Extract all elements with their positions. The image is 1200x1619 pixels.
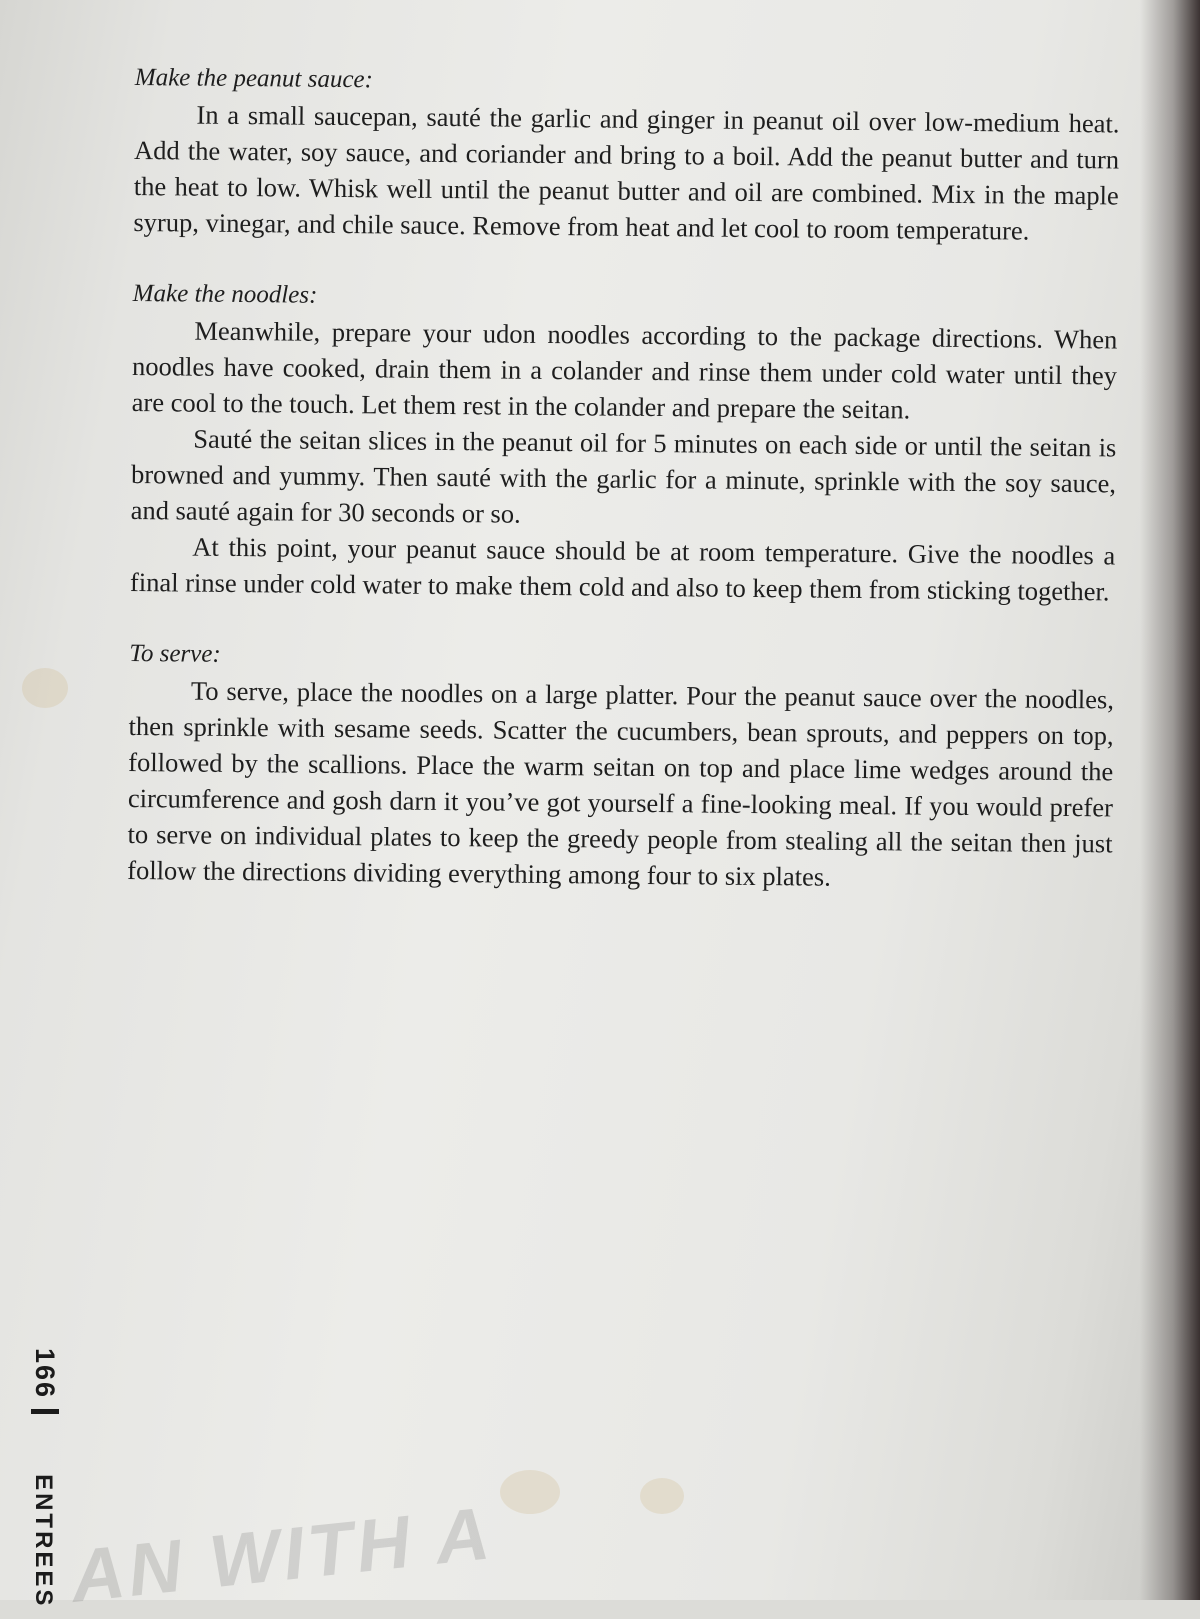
stain [500, 1470, 560, 1514]
folio-separator [31, 1409, 59, 1414]
recipe-text [127, 60, 1120, 933]
stain [22, 668, 68, 708]
section-heading: Make the peanut sauce: [134, 63, 374, 94]
paragraph: Sauté the seitan slices in the peanut oil for 5 minutes on each side or until the seitan is browned and yummy. Then sauté with the garlic for a minute, sprinkle with the soy sauce, and sauté again for 30 seconds or so. [130, 423, 1117, 529]
paragraph: At this point, your peanut sauce should be at room temperature. Give the noodles a final rinse under cold water to make them cold and also to keep them from sticking together. [129, 531, 1116, 607]
section-heading: Make the noodles: [132, 279, 318, 309]
cover-bleed-text: AN WITH A [66, 1491, 497, 1618]
section-peanut-sauce [133, 60, 1120, 249]
stain [640, 1478, 684, 1514]
running-section-label: ENTREES [30, 1474, 57, 1609]
section-noodles [130, 276, 1118, 609]
page-number: 166 [30, 1348, 60, 1400]
paragraph: Meanwhile, prepare your udon noodles according to the package directions. When noodles have cooked, drain them in a colander and rinse them under cold water until they are cool to the touch. Let them rest in the colander and prepare the seitan. [131, 315, 1118, 425]
paragraph: In a small saucepan, sauté the garlic and ginger in peanut oil over low-medium heat. Add the water, soy sauce, and coriander and bring to a boil. Add the peanut butter and turn the heat to low. Whisk well until the peanut butter and oil are combined. Mix in the maple syrup, vinegar, and chile sauce. Remove from heat and let cool to room temperature. [133, 99, 1120, 246]
page-folio [14, 1348, 60, 1609]
paragraph: To serve, place the noodles on a large platter. Pour the peanut sauce over the noodles, then sprinkle with sesame seeds. Scatter the cucumbers, bean sprouts, and peppers on top, followed by the scallions. Place the warm seitan on top and place lime wedges around the circumference and gosh darn it you’ve got yourself a fine-looking meal. If you would prefer to serve on individual plates to keep the greedy people from stealing all the seitan then just follow the directions dividing everything among four to six plates. [127, 675, 1115, 892]
section-heading: To serve: [129, 639, 221, 668]
section-to-serve [127, 636, 1114, 897]
page-edge-shadow [1140, 0, 1200, 1600]
